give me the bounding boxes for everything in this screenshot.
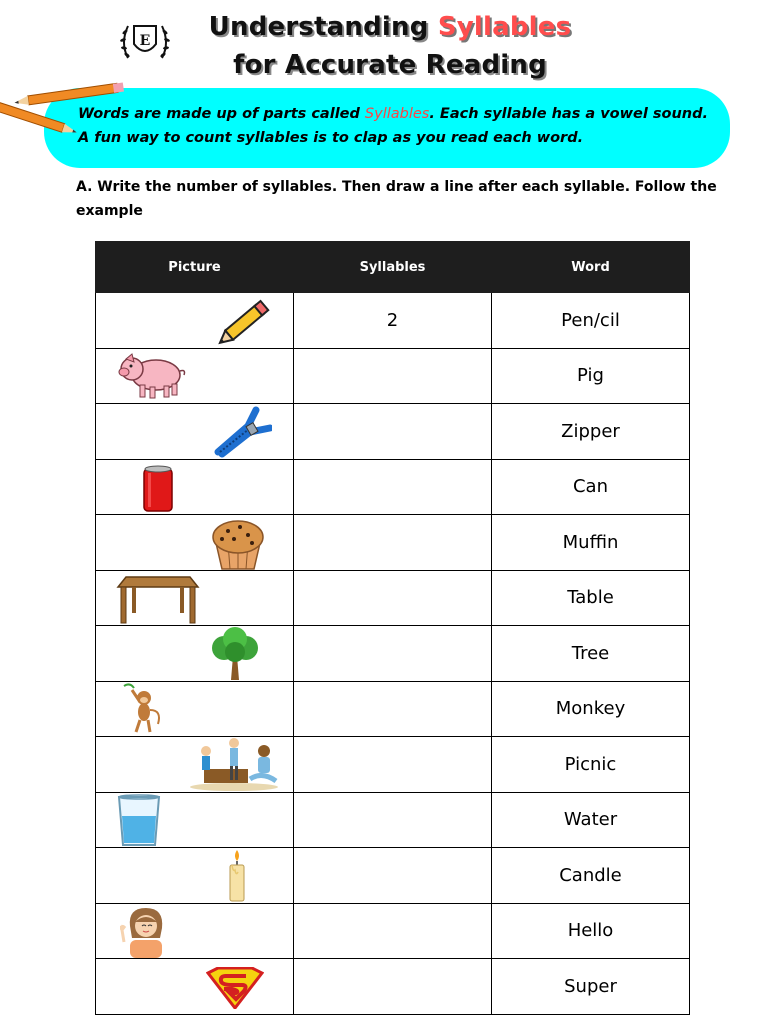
syllables-cell[interactable] [294, 515, 492, 571]
logo-letter: E [139, 33, 151, 49]
pig-icon [116, 351, 188, 403]
table-header-row [96, 242, 690, 293]
muffin-icon [208, 515, 268, 570]
picture-cell [96, 293, 294, 349]
header-picture: Picture [96, 242, 294, 293]
table-row [96, 348, 690, 404]
title-line2: for Accurate Reading [233, 50, 547, 80]
title-highlight: Syllables [437, 12, 572, 42]
zipper-icon [214, 406, 272, 458]
word-cell: Water [492, 792, 690, 848]
can-icon [142, 463, 174, 515]
word-cell: Zipper [492, 404, 690, 460]
syllables-cell[interactable] [294, 903, 492, 959]
exercise-instruction: A. Write the number of syllables. Then draw a line after each syllable. Follow the example [76, 179, 717, 219]
table-row [96, 626, 690, 682]
water-glass-icon [116, 794, 162, 848]
word-cell: Pen/cil [492, 293, 690, 349]
header-syllables: Syllables [294, 242, 492, 293]
word-cell: Muffin [492, 515, 690, 571]
word-cell: Table [492, 570, 690, 626]
syllables-cell[interactable]: 2 [294, 293, 492, 349]
laurel-e-logo-icon [118, 18, 172, 64]
word-cell: Super [492, 959, 690, 1015]
intro-text-start: Words are made up of parts called [78, 106, 365, 122]
table-row [96, 737, 690, 793]
superman-logo-icon [206, 967, 264, 1009]
word-cell: Picnic [492, 737, 690, 793]
syllables-cell[interactable] [294, 404, 492, 460]
intro-text-end: . Each syllable has a vowel sound. A fun way to count syllables is to clap as you read each word. [78, 106, 709, 146]
syllables-cell[interactable] [294, 848, 492, 904]
table-icon [116, 571, 200, 626]
word-cell: Pig [492, 348, 690, 404]
intro-text-highlight: Syllables [364, 106, 430, 122]
picture-cell [96, 459, 294, 515]
word-cell: Can [492, 459, 690, 515]
monkey-icon [122, 682, 168, 737]
table-row [96, 570, 690, 626]
syllables-cell[interactable] [294, 681, 492, 737]
syllable-table [95, 241, 690, 1015]
tree-icon [204, 626, 266, 681]
word-cell: Monkey [492, 681, 690, 737]
picture-cell [96, 681, 294, 737]
table-row [96, 459, 690, 515]
table-row [96, 792, 690, 848]
picture-cell [96, 404, 294, 460]
pencil-icon [218, 296, 274, 346]
picture-cell [96, 848, 294, 904]
syllables-cell[interactable] [294, 348, 492, 404]
table-row [96, 293, 690, 349]
picture-cell [96, 570, 294, 626]
picnic-icon [186, 737, 282, 792]
syllables-cell[interactable] [294, 959, 492, 1015]
picture-cell [96, 348, 294, 404]
word-cell: Hello [492, 903, 690, 959]
table-row [96, 848, 690, 904]
girl-waving-icon [120, 904, 170, 959]
syllables-cell[interactable] [294, 570, 492, 626]
candle-icon [226, 848, 248, 903]
picture-cell [96, 792, 294, 848]
pencil-decoration-icon [0, 102, 80, 142]
word-cell: Candle [492, 848, 690, 904]
page-title [190, 8, 590, 84]
picture-cell [96, 959, 294, 1015]
word-cell: Tree [492, 626, 690, 682]
intro-text [78, 102, 718, 150]
syllables-cell[interactable] [294, 737, 492, 793]
table-row [96, 515, 690, 571]
picture-cell [96, 903, 294, 959]
picture-cell [96, 515, 294, 571]
header-word: Word [492, 242, 690, 293]
table-row [96, 404, 690, 460]
title-part1: Understanding [208, 12, 438, 42]
picture-cell [96, 737, 294, 793]
table-row [96, 903, 690, 959]
table-row [96, 681, 690, 737]
picture-cell [96, 626, 294, 682]
syllables-cell[interactable] [294, 626, 492, 682]
syllables-cell[interactable] [294, 459, 492, 515]
table-row [96, 959, 690, 1015]
syllables-cell[interactable] [294, 792, 492, 848]
